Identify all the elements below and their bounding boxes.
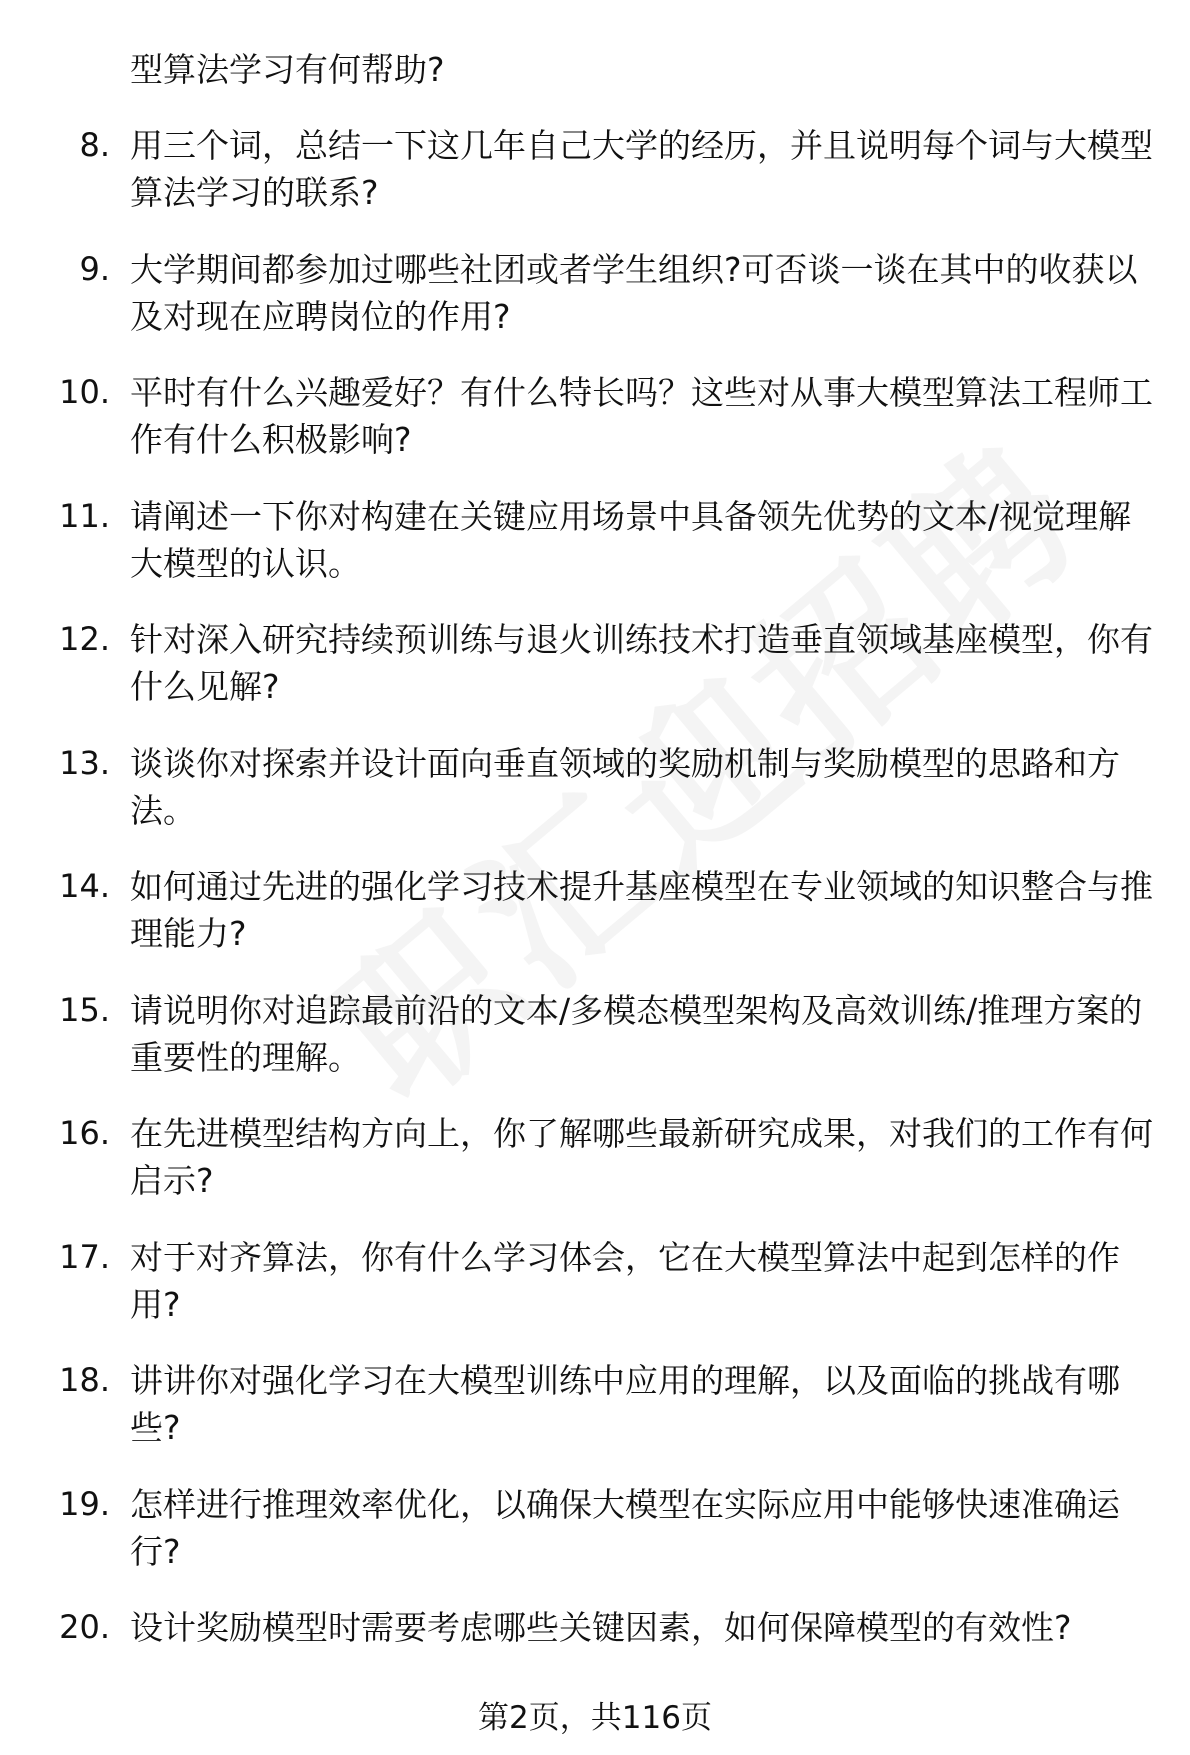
- question-text: 在先进模型结构方向上，你了解哪些最新研究成果，对我们的工作有何启示?: [130, 1114, 1153, 1200]
- question-item: [0, 1357, 1190, 1481]
- question-item: [0, 616, 1190, 740]
- question-text: 请阐述一下你对构建在关键应用场景中具备领先优势的文本/视觉理解大模型的认识。: [130, 496, 1132, 583]
- question-number: 18.: [59, 1361, 110, 1399]
- question-item: [0, 1481, 1190, 1605]
- question-item: [0, 1110, 1190, 1234]
- question-text: 怎样进行推理效率优化，以确保大模型在实际应用中能够快速准确运行?: [130, 1484, 1120, 1571]
- question-number: 14.: [59, 867, 110, 905]
- question-number: 11.: [59, 496, 110, 535]
- question-number: 9.: [79, 249, 110, 288]
- question-text: 请说明你对追踪最前沿的文本/多模态模型架构及高效训练/推理方案的重要性的理解。: [130, 990, 1143, 1077]
- question-item: [0, 122, 1190, 246]
- question-text: 讲讲你对强化学习在大模型训练中应用的理解，以及面临的挑战有哪些?: [130, 1361, 1120, 1447]
- question-text: 如何通过先进的强化学习技术提升基座模型在专业领域的知识整合与推理能力?: [130, 867, 1153, 953]
- question-list: [0, 122, 1190, 1728]
- question-number: 15.: [59, 990, 110, 1029]
- question-number: 17.: [59, 1237, 110, 1276]
- question-item: [0, 863, 1190, 987]
- question-text: 用三个词，总结一下这几年自己大学的经历，并且说明每个词与大模型算法学习的联系?: [130, 126, 1153, 212]
- question-item: [0, 987, 1190, 1111]
- question-number: 20.: [59, 1608, 110, 1646]
- question-item: [0, 740, 1190, 864]
- question-text: 大学期间都参加过哪些社团或者学生组织?可否谈一谈在其中的收获以及对现在应聘岗位的作用?: [130, 249, 1138, 336]
- question-number: 12.: [59, 620, 110, 658]
- question-item: [0, 246, 1190, 370]
- question-number: 16.: [59, 1114, 110, 1152]
- question-text: 平时有什么兴趣爱好？有什么特长吗？这些对从事大模型算法工程师工作有什么积极影响?: [130, 373, 1153, 459]
- question-continuation-text: 型算法学习有何帮助?: [130, 50, 445, 89]
- question-text: 对于对齐算法，你有什么学习体会，它在大模型算法中起到怎样的作用?: [130, 1237, 1120, 1324]
- question-item: [0, 1234, 1190, 1358]
- question-text: 谈谈你对探索并设计面向垂直领域的奖励机制与奖励模型的思路和方法。: [130, 743, 1120, 830]
- question-number: 19.: [59, 1484, 110, 1523]
- question-number: 10.: [59, 373, 110, 411]
- question-text: 设计奖励模型时需要考虑哪些关键因素，如何保障模型的有效性?: [130, 1608, 1072, 1647]
- question-number: 13.: [59, 743, 110, 782]
- question-item: [0, 369, 1190, 493]
- question-text: 针对深入研究持续预训练与退火训练技术打造垂直领域基座模型，你有什么见解?: [130, 620, 1153, 706]
- page-footer: 第2页，共116页: [478, 1700, 712, 1736]
- question-item: [0, 493, 1190, 617]
- question-number: 8.: [79, 126, 110, 164]
